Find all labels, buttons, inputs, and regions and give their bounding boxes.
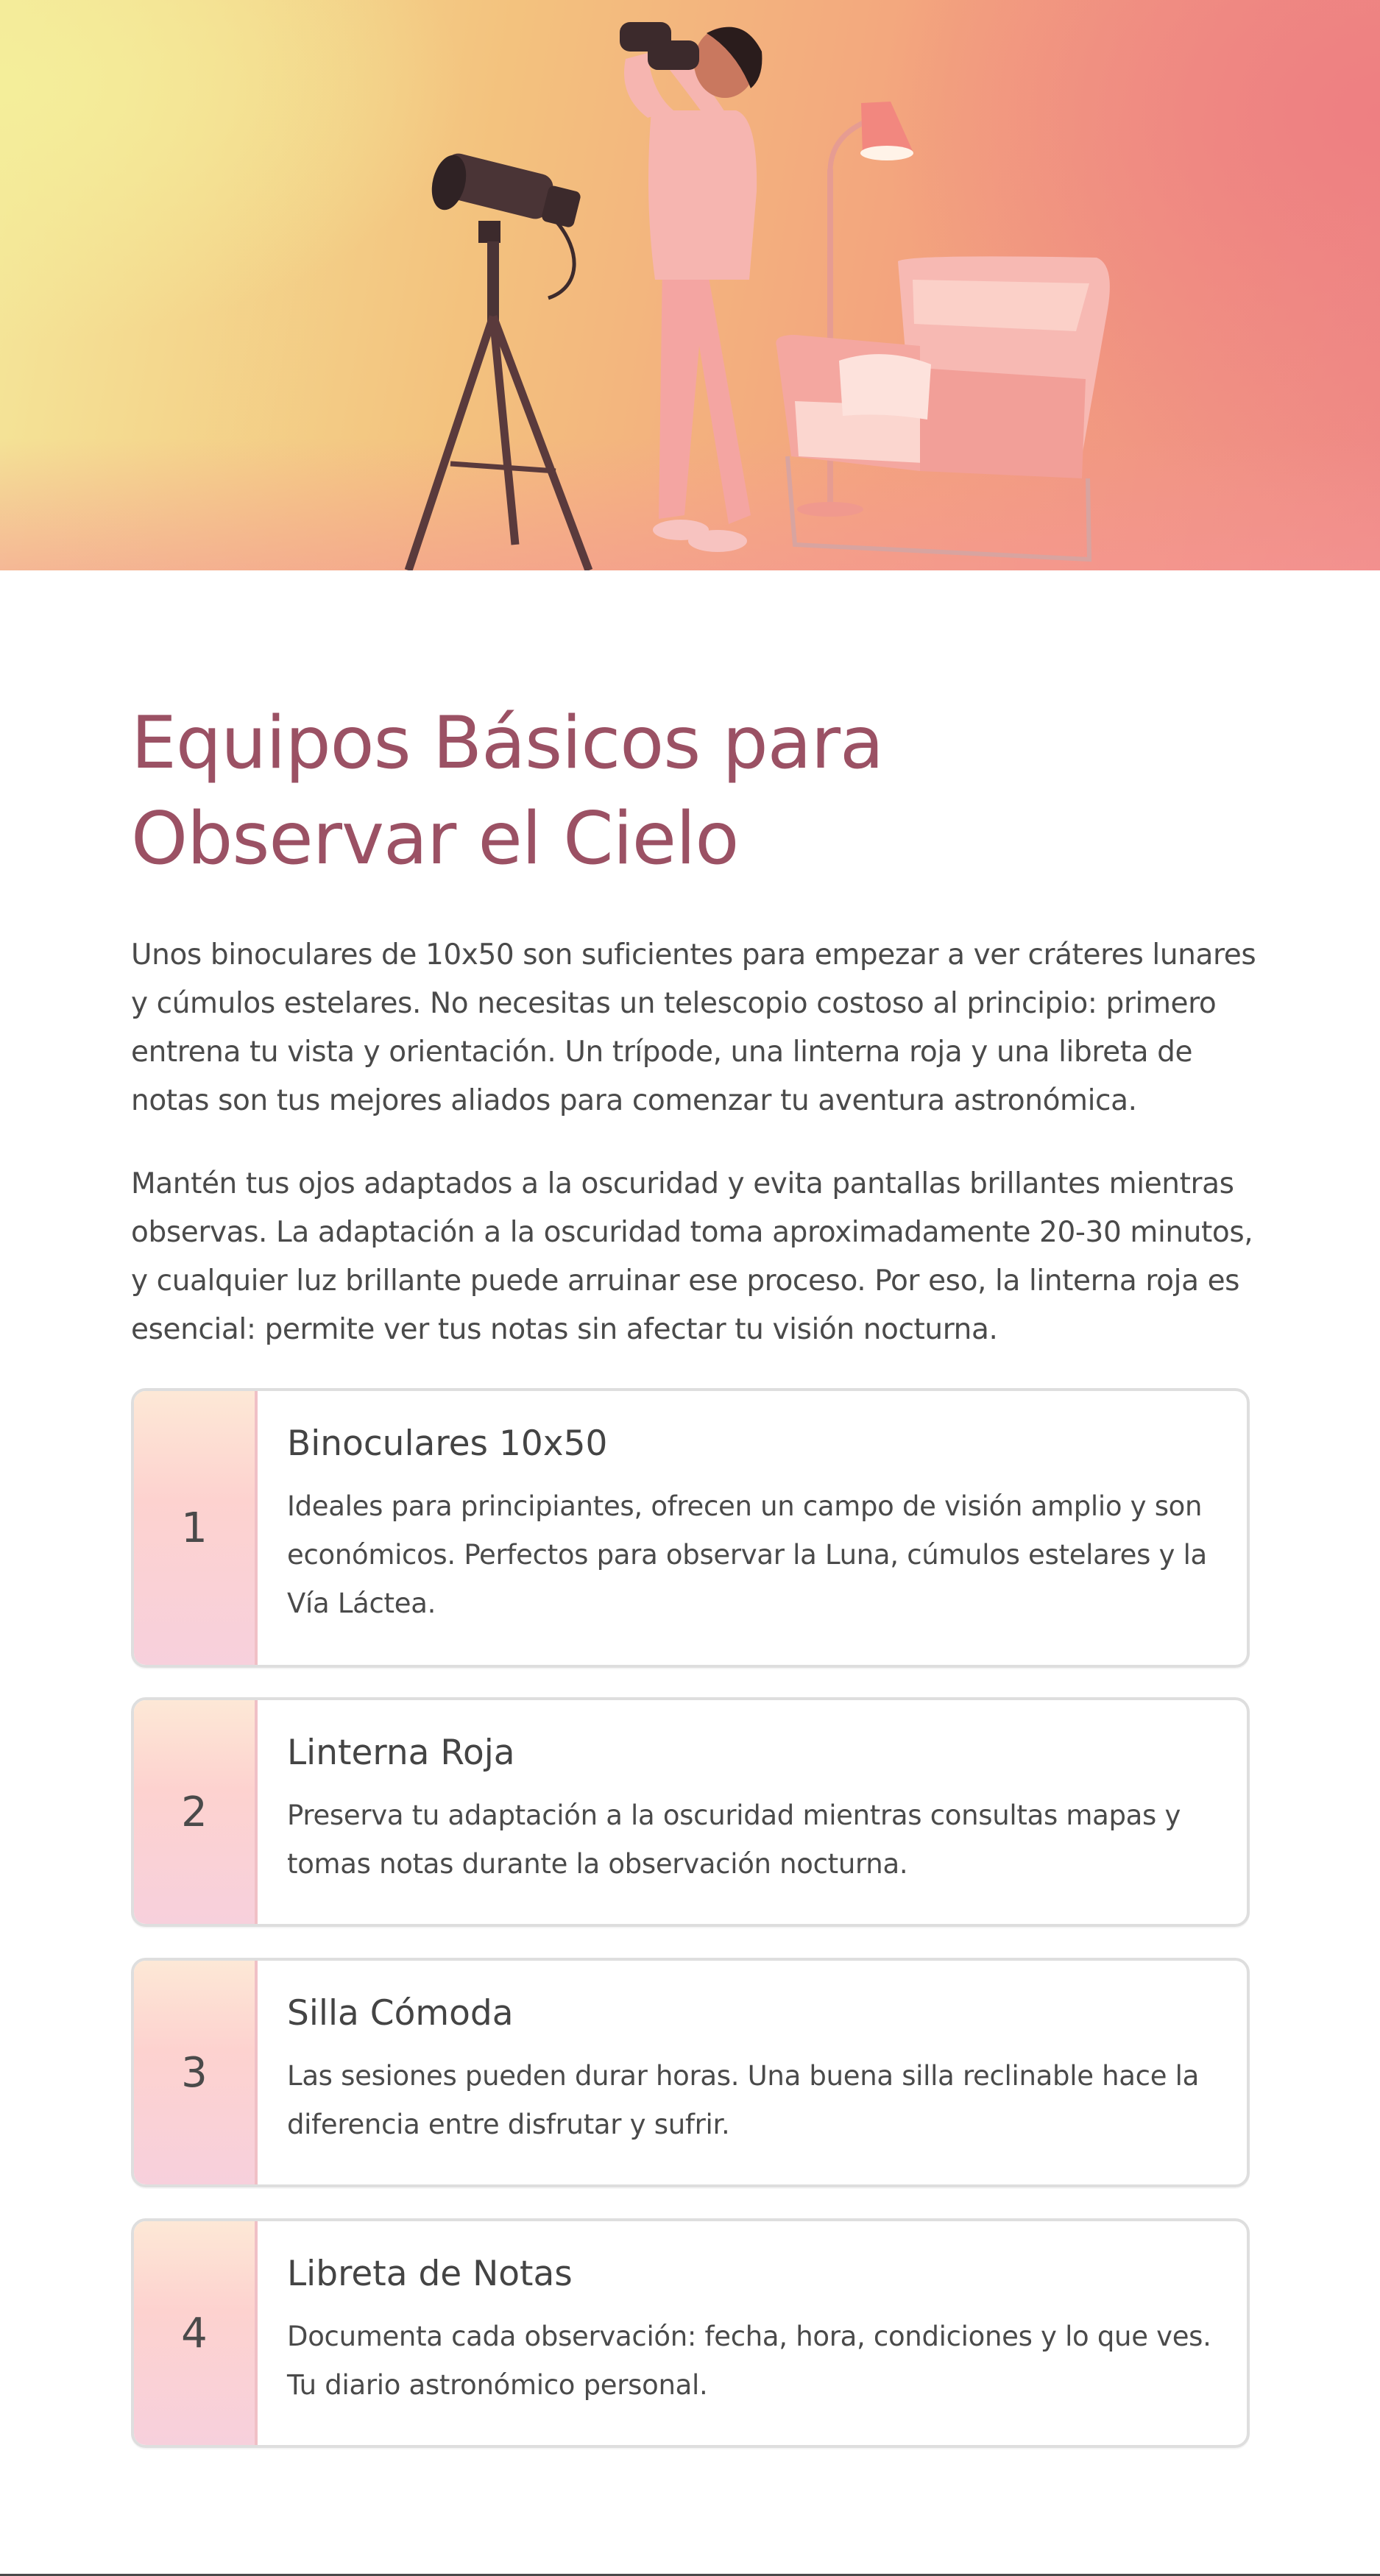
card-number: 1 [134, 1391, 258, 1665]
card-number: 4 [134, 2221, 258, 2445]
card-number: 3 [134, 1961, 258, 2184]
card-number: 2 [134, 1700, 258, 1924]
page-title: Equipos Básicos para Observar el Cielo [131, 701, 884, 881]
card-title: Linterna Roja [287, 1733, 515, 1773]
card-description: Documenta cada observación: fecha, hora, condiciones y lo que ves. Tu diario astronómico personal. [287, 2321, 1211, 2401]
card-title: Libreta de Notas [287, 2254, 573, 2294]
person-with-binoculars [620, 22, 762, 552]
hero-illustration [0, 0, 1380, 570]
card-description: Ideales para principiantes, ofrecen un campo de visión amplio y son económicos. Perfectos para observar la Luna, cúmulos estelares y la Vía Láctea. [287, 1490, 1207, 1619]
equipment-card [131, 1697, 1250, 1927]
equipment-card [131, 1388, 1250, 1668]
card-description: Las sesiones pueden durar horas. Una buena silla reclinable hace la diferencia entre disfrutar y sufrir. [287, 2060, 1199, 2140]
hero-image [0, 0, 1380, 570]
telescope-icon [408, 151, 589, 570]
equipment-card [131, 2218, 1250, 2448]
card-title: Silla Cómoda [287, 1993, 514, 2034]
dark-adaptation-paragraph: Mantén tus ojos adaptados a la oscuridad y evita pantallas brillantes mientras observas. La adaptación a la oscuridad toma aproximadamente 20-30 minutos, y cualquier luz brillante puede arruinar ese proceso. Por eso, la linterna roja es esencial: permite ver tus notas sin afectar tu visión nocturna. [131, 1167, 1253, 1346]
equipment-card [131, 1958, 1250, 2187]
card-description: Preserva tu adaptación a la oscuridad mientras consultas mapas y tomas notas durante la observación nocturna. [287, 1800, 1181, 1880]
card-title: Binoculares 10x50 [287, 1423, 608, 1464]
intro-paragraph: Unos binoculares de 10x50 son suficientes para empezar a ver cráteres lunares y cúmulos estelares. No necesitas un telescopio costoso al principio: primero entrena tu vista y orientación. Un trípode, una linterna roja y una libreta de notas son tus mejores aliados para comenzar tu aventura astronómica. [131, 938, 1256, 1117]
